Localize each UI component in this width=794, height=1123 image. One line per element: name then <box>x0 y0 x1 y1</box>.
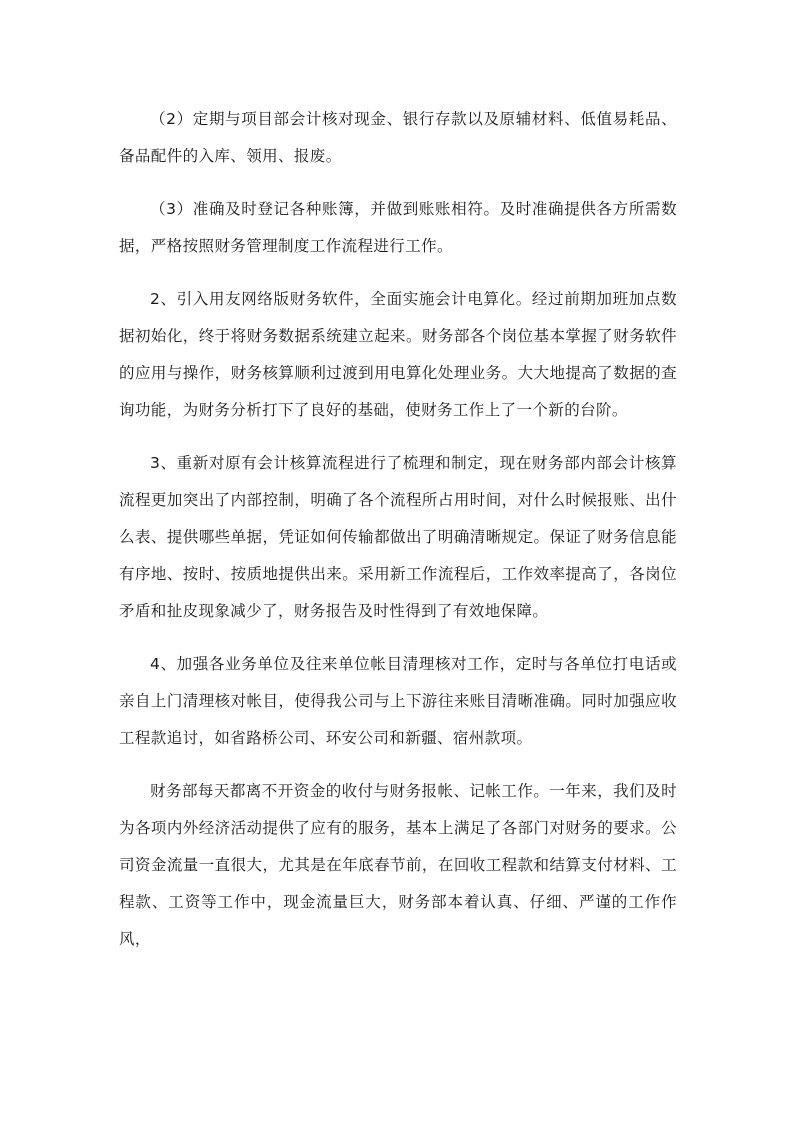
document-body <box>119 101 677 974</box>
paragraph-accounting-software: 2、引入用友网络版财务软件，全面实施会计电算化。经过前期加班加点数据初始化，终于将财务数据系统建立起来。财务部各个岗位基本掌握了财务软件的应用与操作，财务核算顺利过渡到用电算化处理业务。大大地提高了数据的查询功能，为财务分析打下了良好的基础，使财务工作上了一个新的台阶。 <box>119 290 677 419</box>
paragraph-account-clearing: 4、加强各业务单位及往来单位帐目清理核对工作，定时与各单位打电话或亲自上门清理核对帐目，使得我公司与上下游往来账目清晰准确。同时加强应收工程款追讨，如省路桥公司、环安公司和新疆、宿州款项。 <box>119 655 677 747</box>
paragraph-reconciliation: （2）定期与项目部会计核对现金、银行存款以及原辅材料、低值易耗品、备品配件的入库、领用、报废。 <box>119 110 677 165</box>
paragraph-ledger-registration: （3）准确及时登记各种账簿，并做到账账相符。及时准确提供各方所需数据，严格按照财务管理制度工作流程进行工作。 <box>119 200 677 255</box>
paragraph-accounting-process: 3、重新对原有会计核算流程进行了梳理和制定，现在财务部内部会计核算流程更加突出了内部控制，明确了各个流程所占用时间，对什么时候报账、出什么表、提供哪些单据，凭证如何传输都做出了明确清晰规定。保证了财务信息能有序地、按时、按质地提供出来。采用新工作流程后，工作效率提高了，各岗位矛盾和扯皮现象减少了，财务报告及时性得到了有效地保障。 <box>119 454 677 620</box>
paragraph-fund-management: 财务部每天都离不开资金的收付与财务报帐、记帐工作。一年来，我们及时为各项内外经济活动提供了应有的服务，基本上满足了各部门对财务的要求。公司资金流量一直很大，尤其是在年底春节前，在回收工程款和结算支付材料、工程款、工资等工作中，现金流量巨大，财务部本着认真、仔细、严谨的工作作风， <box>119 782 677 948</box>
